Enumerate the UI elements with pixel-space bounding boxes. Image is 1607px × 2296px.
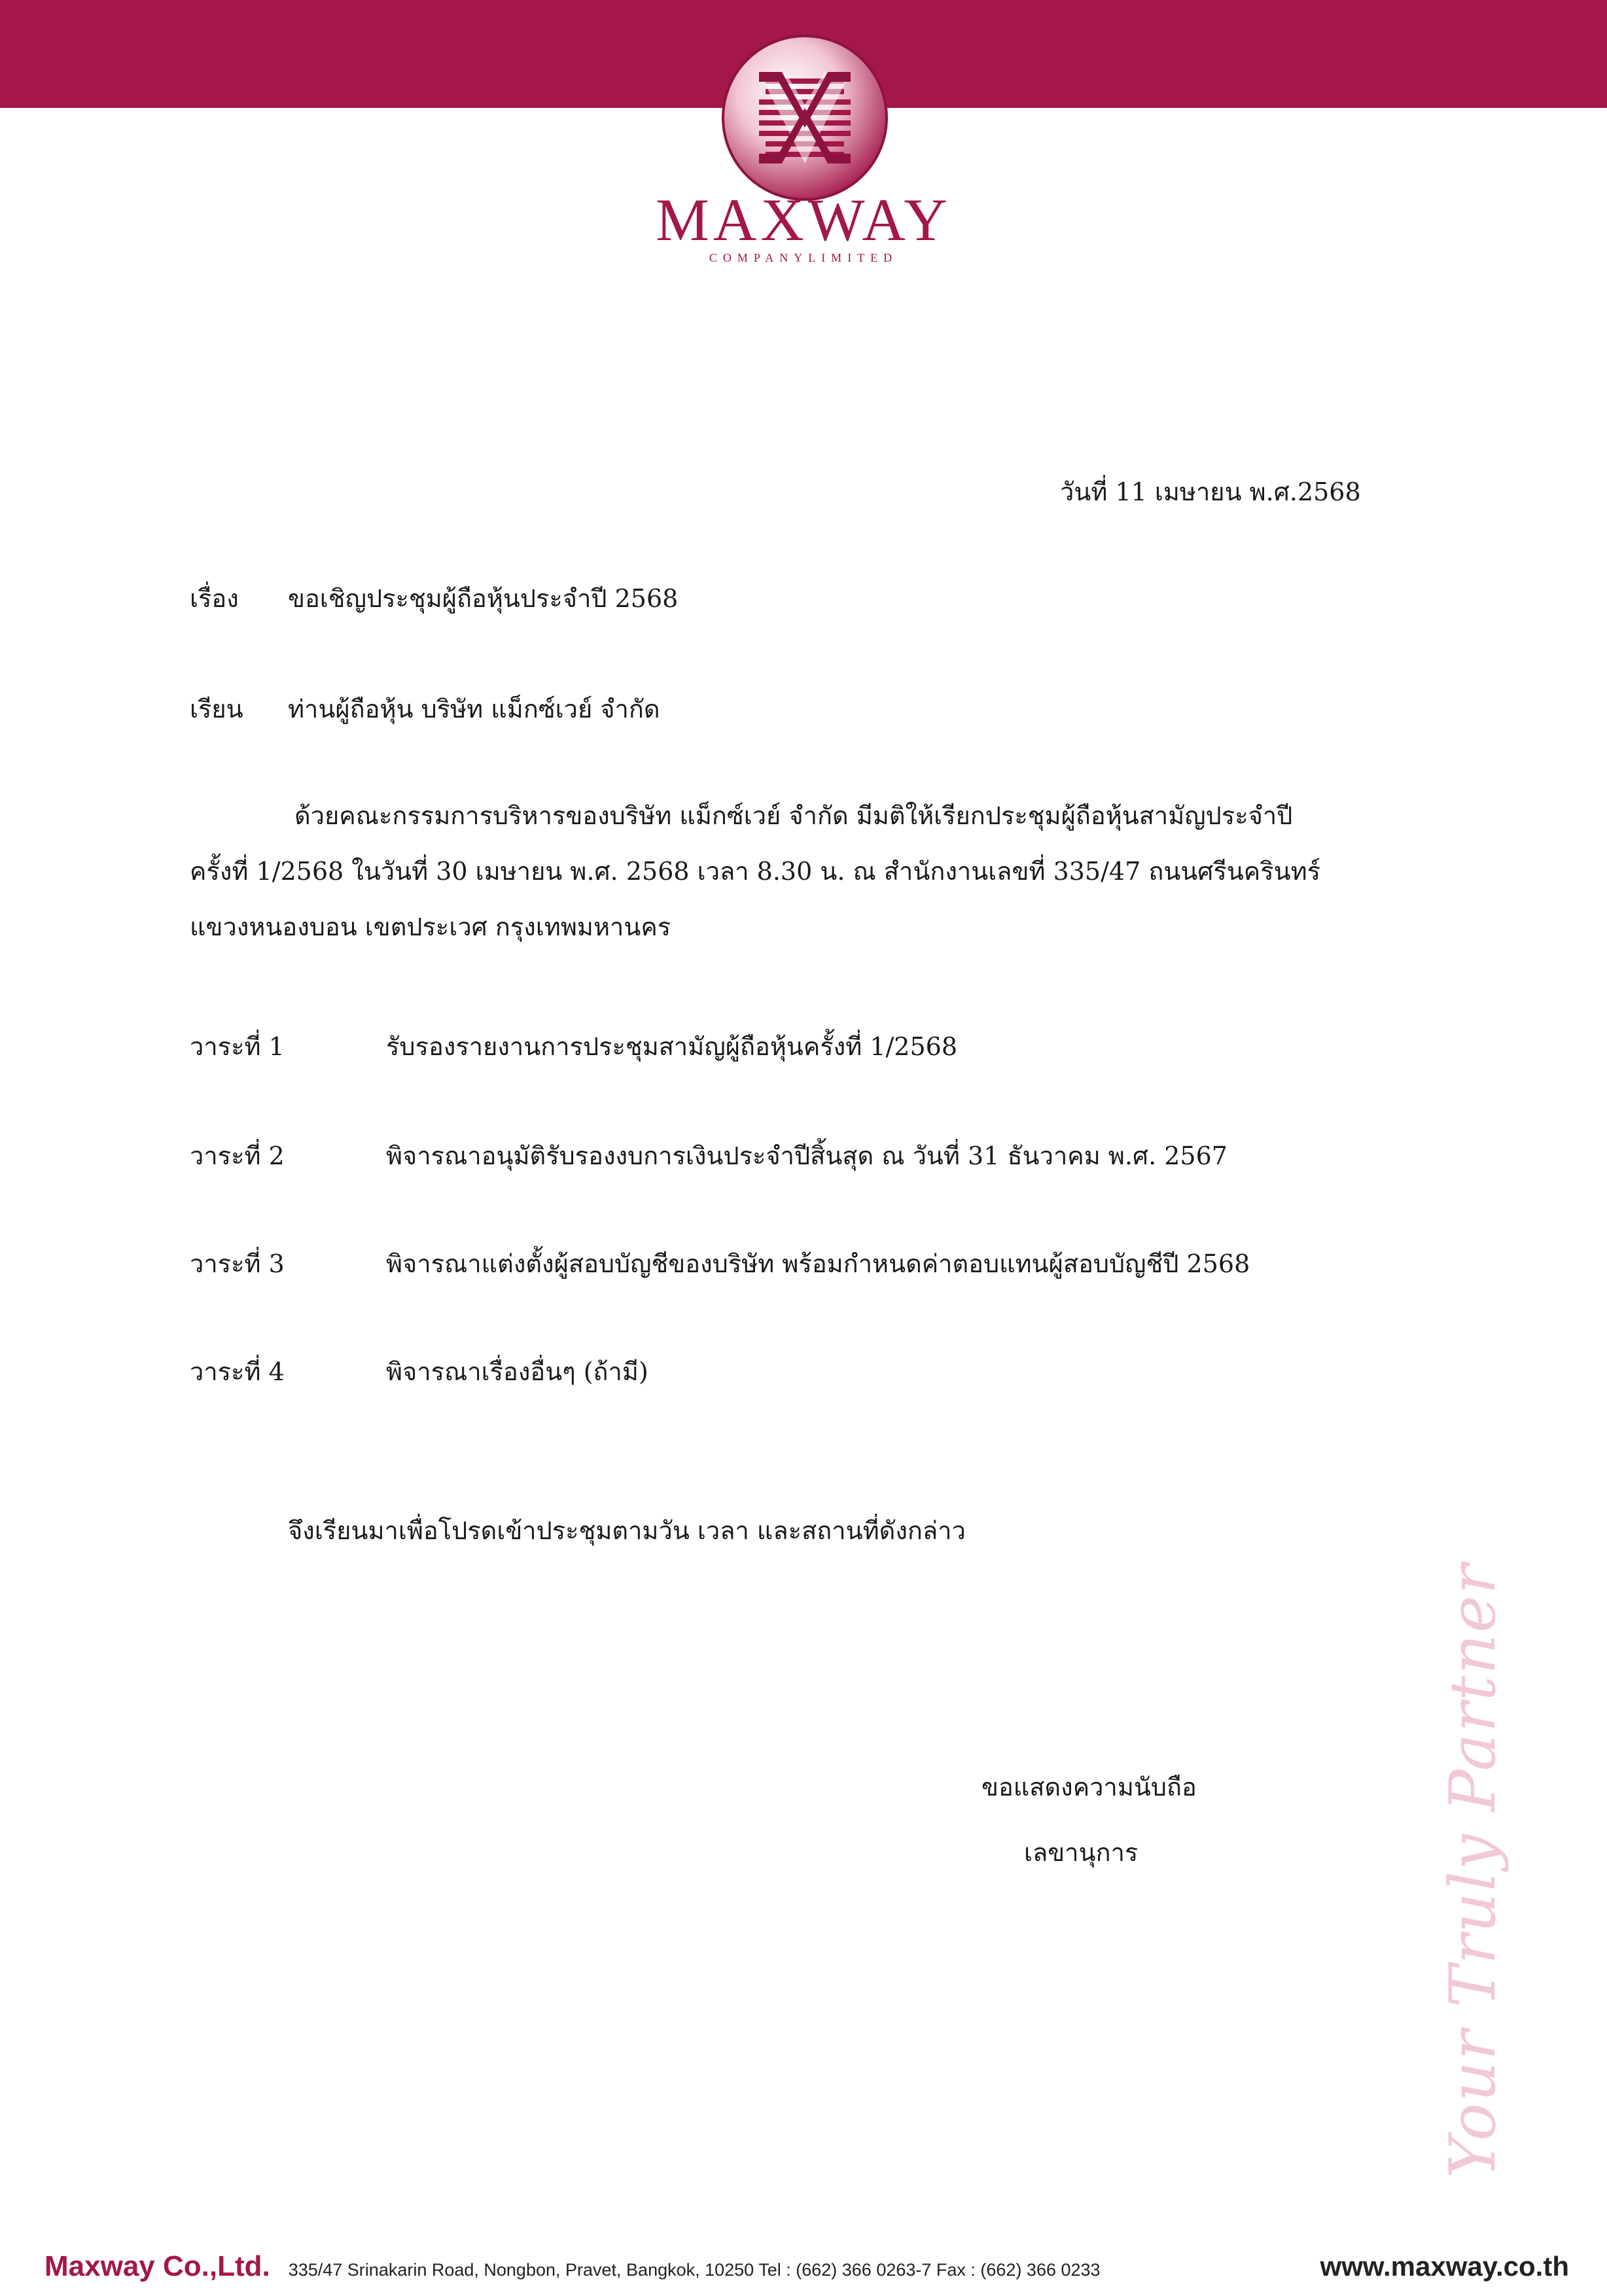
body-line-2: ครั้งที่ 1/2568 ในวันที่ 30 เมษายน พ.ศ. 2568 เวลา 8.30 น. ณ สำนักงานเลขที่ 335/47 ถนนศรีนครินทร์ xyxy=(190,857,1321,886)
closing-line: จึงเรียนมาเพื่อโปรดเข้าประชุมตามวัน เวลา และสถานที่ดังกล่าว xyxy=(288,1516,966,1545)
agenda-text-3: พิจารณาแต่งตั้งผู้สอบบัญชีของบริษัท พร้อมกำหนดค่าตอบแทนผู้สอบบัญชีปี 2568 xyxy=(386,1249,1250,1278)
signatory-title: เลขานุการ xyxy=(1024,1838,1139,1867)
recipient-label: เรียน xyxy=(190,695,243,723)
subject-label: เรื่อง xyxy=(190,584,239,613)
agenda-label-1: วาระที่ 1 xyxy=(190,1032,285,1061)
brand-name: MAXWAY xyxy=(656,186,951,253)
regards: ขอแสดงความนับถือ xyxy=(981,1773,1197,1801)
body-line-1: ด้วยคณะกรรมการบริหารของบริษัท แม็กซ์เวย์ จำกัด มีมติให้เรียกประชุมผู้ถือหุ้นสามัญประจำปี xyxy=(294,801,1293,830)
agenda-label-2: วาระที่ 2 xyxy=(190,1141,285,1170)
letter-date: วันที่ 11 เมษายน พ.ศ.2568 xyxy=(1060,478,1361,506)
body-paragraph xyxy=(190,788,1420,955)
letterhead-footer xyxy=(44,2250,1569,2296)
maxway-mw-logo-icon xyxy=(720,33,890,203)
tagline-watermark: Your Truly Partner xyxy=(1436,1563,1510,2178)
subject-text: ขอเชิญประชุมผู้ถือหุ้นประจำปี 2568 xyxy=(288,584,679,613)
agenda-text-2: พิจารณาอนุมัติรับรองงบการเงินประจำปีสิ้นสุด ณ วันที่ 31 ธันวาคม พ.ศ. 2567 xyxy=(386,1141,1227,1170)
brand-subtitle: COMPANYLIMITED xyxy=(709,251,898,264)
agenda-text-4: พิจารณาเรื่องอื่นๆ (ถ้ามี) xyxy=(386,1357,648,1386)
footer-address: 335/47 Srinakarin Road, Nongbon, Pravet, Bangkok, 10250 Tel : (662) 366 0263-7 Fax : (662) 366 0233 xyxy=(288,2260,1101,2280)
agenda-label-4: วาระที่ 4 xyxy=(190,1357,285,1386)
agenda-text-1: รับรองรายงานการประชุมสามัญผู้ถือหุ้นครั้งที่ 1/2568 xyxy=(386,1032,958,1061)
recipient-text: ท่านผู้ถือหุ้น บริษัท แม็กซ์เวย์ จำกัด xyxy=(288,695,660,723)
footer-company-name: Maxway Co.,Ltd. xyxy=(44,2250,270,2282)
agenda-label-3: วาระที่ 3 xyxy=(190,1249,285,1278)
body-line-3: แขวงหนองบอน เขตประเวศ กรุงเทพมหานคร xyxy=(190,913,671,941)
footer-website-link[interactable]: www.maxway.co.th xyxy=(1320,2251,1569,2282)
